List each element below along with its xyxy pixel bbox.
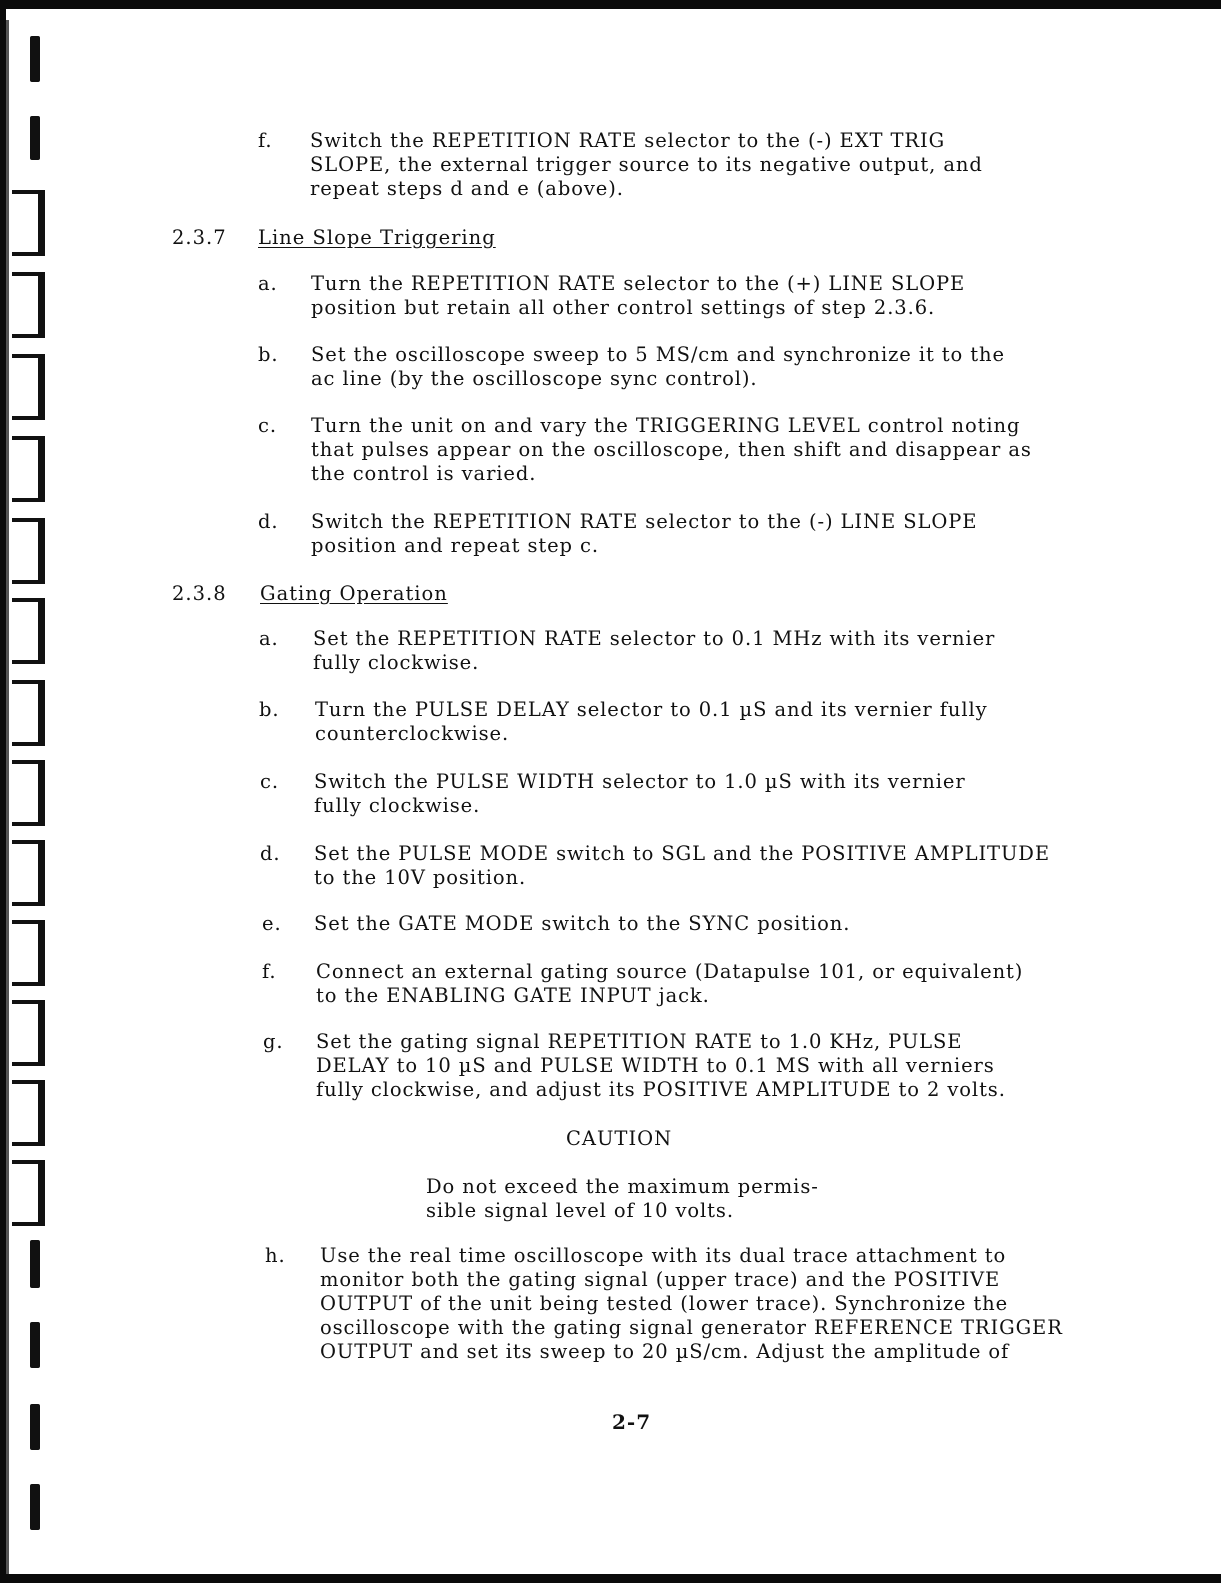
step-text: Set the PULSE MODE switch to SGL and the POSITIVE AMPLITUDE to the 10V position.: [314, 842, 1050, 889]
step-text: Set the oscilloscope sweep to 5 MS/cm and synchronize it to the ac line (by the oscilloscope sync control).: [311, 343, 1005, 390]
step-text: Set the gating signal REPETITION RATE to 1.0 KHz, PULSE DELAY to 10 µS and PULSE WIDTH to 0.1 MS with all verniers fully clockwise, and adjust its POSITIVE AMPLITUDE to 2 volts.: [316, 1030, 1006, 1101]
step-label: h.: [265, 1244, 286, 1267]
step-label: d.: [258, 510, 279, 533]
step-text: Set the REPETITION RATE selector to 0.1 MHz with its vernier fully clockwise.: [313, 627, 996, 674]
step-label: c.: [258, 414, 277, 437]
step-text: Switch the PULSE WIDTH selector to 1.0 µS with its vernier fully clockwise.: [314, 770, 966, 817]
step-text: Connect an external gating source (Datapulse 101, or equivalent) to the ENABLING GATE INPUT jack.: [316, 960, 1024, 1007]
step-label: b.: [259, 698, 280, 721]
step-text: Set the GATE MODE switch to the SYNC position.: [314, 912, 851, 935]
section-title: Gating Operation: [260, 582, 448, 605]
step-item: [258, 129, 1158, 209]
step-label: e.: [262, 912, 282, 935]
step-text: Turn the unit on and vary the TRIGGERING LEVEL control noting that pulses appear on the oscilloscope, then shift and disappear as the control is varied.: [311, 414, 1032, 485]
section-number: 2.3.7: [172, 226, 227, 249]
step-label: g.: [263, 1030, 284, 1053]
section-number: 2.3.8: [172, 582, 227, 605]
step-text: Turn the PULSE DELAY selector to 0.1 µS and its vernier fully counterclockwise.: [315, 698, 988, 745]
step-text: Switch the REPETITION RATE selector to the (-) EXT TRIG SLOPE, the external trigger source to its negative output, and repeat steps d and e (above).: [310, 129, 983, 200]
page-number: 2-7: [612, 1410, 652, 1434]
step-text: Switch the REPETITION RATE selector to the (-) LINE SLOPE position and repeat step c.: [311, 510, 978, 557]
caution-text: Do not exceed the maximum permis- sible signal level of 10 volts.: [426, 1175, 819, 1222]
caution-heading: CAUTION: [566, 1127, 673, 1150]
section-title: Line Slope Triggering: [258, 226, 496, 249]
step-label: d.: [260, 842, 281, 865]
step-label: f.: [262, 960, 277, 983]
step-label: c.: [260, 770, 279, 793]
step-text: Turn the REPETITION RATE selector to the (+) LINE SLOPE position but retain all other control settings of step 2.3.6.: [311, 272, 966, 319]
step-text: Use the real time oscilloscope with its dual trace attachment to monitor both the gating signal (upper trace) and the POSITIVE OUTPUT of the unit being tested (lower trace). Synchronize the oscilloscope with the gating signal generator REFERENCE TRIGGER OUTPUT and set its sweep to 20 µS/cm. Adjust the amplitude of: [320, 1244, 1063, 1363]
step-label: a.: [259, 627, 279, 650]
step-label: a.: [258, 272, 278, 295]
step-label: b.: [258, 343, 279, 366]
step-label: f.: [258, 129, 273, 152]
